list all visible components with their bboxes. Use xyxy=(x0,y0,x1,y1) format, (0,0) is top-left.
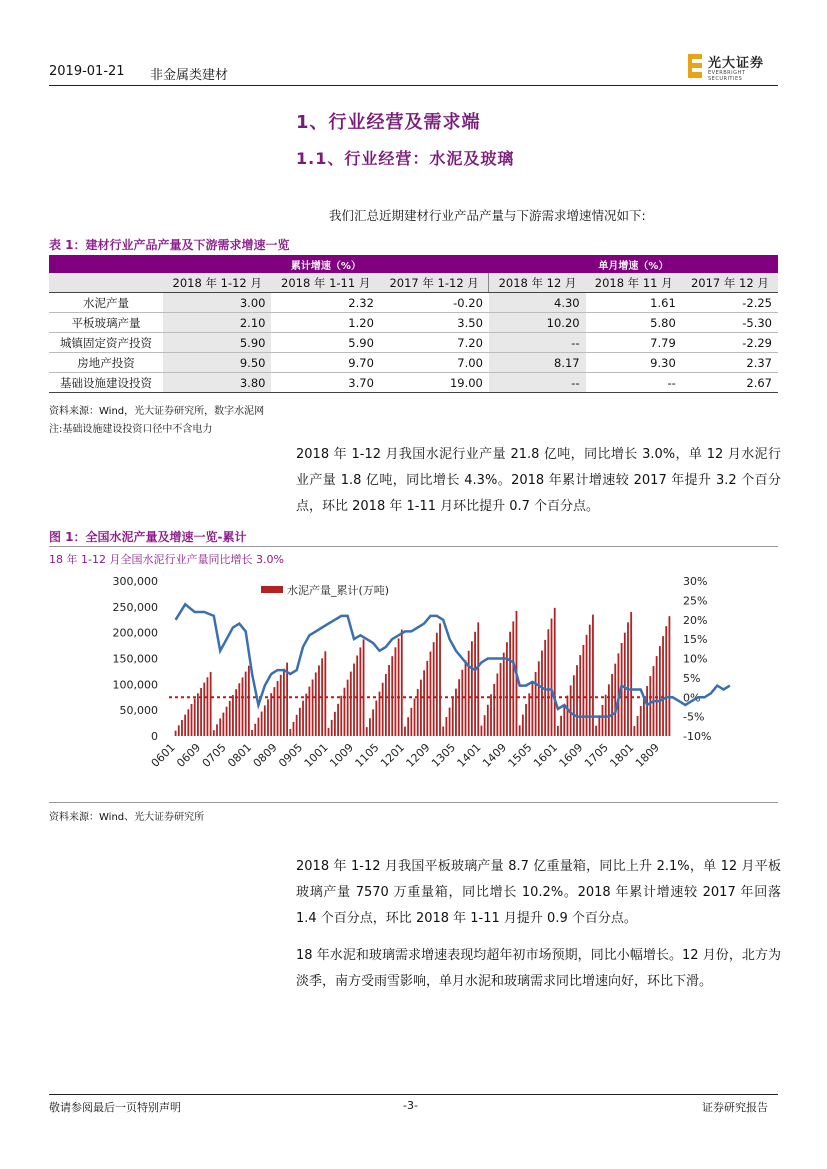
output-bar xyxy=(340,696,342,736)
table-row xyxy=(49,313,778,333)
output-bar xyxy=(369,718,371,736)
output-bar xyxy=(662,636,664,736)
output-bar xyxy=(436,633,438,736)
output-bar xyxy=(296,715,298,736)
cell: 2.10 xyxy=(163,313,271,333)
cell: -0.20 xyxy=(380,293,489,313)
output-bar xyxy=(471,641,473,736)
output-bar xyxy=(430,652,432,736)
output-bar xyxy=(468,651,470,736)
right-tick-label: 15% xyxy=(683,633,708,647)
cell: -- xyxy=(489,373,586,393)
output-bar xyxy=(455,689,457,736)
output-bar xyxy=(582,645,584,736)
output-bar xyxy=(280,675,282,736)
output-bar xyxy=(640,706,642,736)
row-label: 平板玻璃产量 xyxy=(49,313,163,333)
output-bar xyxy=(627,622,629,736)
output-bar xyxy=(598,715,600,736)
col-header: 2017 年 1-12 月 xyxy=(380,273,489,293)
output-bar xyxy=(528,693,530,736)
output-bar xyxy=(251,730,253,736)
cell: 5.90 xyxy=(163,333,271,353)
cell: 10.20 xyxy=(489,313,586,333)
output-bar xyxy=(458,679,460,736)
output-bar xyxy=(315,672,317,736)
table-row xyxy=(49,333,778,353)
x-tick-label: 1001 xyxy=(301,740,331,770)
output-bar xyxy=(309,687,311,736)
output-bar xyxy=(385,674,387,736)
output-bar xyxy=(589,625,591,736)
output-bar xyxy=(238,683,240,736)
output-bar xyxy=(270,693,272,736)
output-bar xyxy=(646,686,648,736)
right-tick-label: 20% xyxy=(683,613,708,627)
output-bar xyxy=(187,709,189,736)
table-row xyxy=(49,353,778,373)
output-bar xyxy=(404,727,406,736)
group-header-monthly: 单月增速（%） xyxy=(489,255,778,273)
legend-label: 水泥产量_累计(万吨) xyxy=(287,584,390,597)
cell: 1.20 xyxy=(271,313,379,333)
cell: 19.00 xyxy=(380,373,489,393)
output-bar xyxy=(407,717,409,736)
output-bar xyxy=(363,639,365,736)
cell: 7.20 xyxy=(380,333,489,353)
left-tick-label: 150,000 xyxy=(112,652,158,666)
x-tick-label: 1009 xyxy=(327,740,357,770)
output-bar xyxy=(665,626,667,736)
right-tick-label: 0% xyxy=(683,691,701,705)
output-bar xyxy=(630,612,632,736)
output-bar xyxy=(487,705,489,736)
output-bar xyxy=(273,687,275,736)
output-bar xyxy=(602,705,604,736)
output-bar xyxy=(401,630,403,736)
legend-swatch xyxy=(261,586,283,593)
left-tick-label: 200,000 xyxy=(112,626,158,640)
col-header: 2018 年 12 月 xyxy=(489,273,586,293)
output-bar xyxy=(277,681,279,736)
output-bar xyxy=(267,699,269,736)
output-bar xyxy=(395,647,397,736)
cell: 5.80 xyxy=(586,313,682,333)
page-number: -3- xyxy=(403,1099,418,1112)
output-bar xyxy=(633,726,635,736)
output-bar xyxy=(337,704,339,736)
output-bar xyxy=(547,629,549,736)
paragraph-summary: 18 年水泥和玻璃需求增速表现均超年初市场预期，同比小幅增长。12 月份，北方为淡季，南方受雨雪影响，单月水泥和玻璃需求同比增速向好，环比下滑。 xyxy=(296,948,781,989)
figure-subtitle: 18 年 1-12 月全国水泥行业产量同比增长 3.0% xyxy=(49,553,284,566)
output-bar xyxy=(481,726,483,736)
cell: 2.67 xyxy=(682,373,778,393)
left-tick-label: 250,000 xyxy=(112,600,158,614)
output-bar xyxy=(423,670,425,736)
output-bar xyxy=(551,619,553,736)
output-bar xyxy=(359,647,361,736)
row-label: 房地产投资 xyxy=(49,353,163,373)
output-bar xyxy=(216,724,218,736)
output-bar xyxy=(560,716,562,736)
output-bar xyxy=(194,699,196,736)
subsection-title: 1.1、行业经营：水泥及玻璃 xyxy=(296,149,515,168)
footer-report-type: 证券研究报告 xyxy=(702,1101,768,1114)
x-tick-label: 0905 xyxy=(276,740,306,770)
footer-disclaimer: 敬请参阅最后一页特别声明 xyxy=(49,1101,181,1114)
output-bar xyxy=(334,712,336,736)
cell: -- xyxy=(489,333,586,353)
output-bar xyxy=(586,635,588,736)
output-bar xyxy=(353,664,355,736)
output-bar xyxy=(229,701,231,736)
output-bar xyxy=(261,712,263,736)
cement-chart xyxy=(49,571,778,799)
output-bar xyxy=(344,688,346,736)
output-bar xyxy=(532,683,534,736)
x-tick-label: 1305 xyxy=(429,740,459,770)
left-tick-label: 300,000 xyxy=(112,575,158,588)
table-corner xyxy=(49,255,163,273)
right-tick-label: -10% xyxy=(683,730,712,743)
output-bar xyxy=(382,683,384,736)
cell: 2.32 xyxy=(271,293,379,313)
intro-text: 我们汇总近期建材行业产品产量与下游需求增速情况如下: xyxy=(329,208,646,223)
output-bar xyxy=(203,683,205,736)
section-title: 1、行业经营及需求端 xyxy=(296,112,481,133)
output-bar xyxy=(506,642,508,736)
output-bar xyxy=(649,676,651,736)
right-tick-label: 25% xyxy=(683,594,708,608)
table-note: 注:基础设施建设投资口径中不含电力 xyxy=(49,424,213,435)
output-bar xyxy=(449,708,451,736)
output-bar xyxy=(420,680,422,736)
table-row xyxy=(49,293,778,313)
cell: 9.50 xyxy=(163,353,271,373)
cell: 3.80 xyxy=(163,373,271,393)
output-bar xyxy=(200,688,202,736)
output-bar xyxy=(318,665,320,736)
output-bar xyxy=(541,651,543,736)
table-source: 资料来源：Wind，光大证券研究所，数字水泥网 xyxy=(49,406,265,417)
growth-table xyxy=(49,255,778,393)
output-bar xyxy=(656,656,658,736)
output-bar xyxy=(258,718,260,736)
output-bar xyxy=(605,695,607,736)
cell: 3.00 xyxy=(163,293,271,313)
output-bar xyxy=(538,661,540,736)
col-header: 2018 年 11 月 xyxy=(586,273,682,293)
cell: 2.37 xyxy=(682,353,778,373)
x-tick-label: 1809 xyxy=(632,740,662,770)
output-bar xyxy=(372,709,374,736)
figure-source-rule xyxy=(49,802,778,803)
cell: -- xyxy=(586,373,682,393)
cell: -2.25 xyxy=(682,293,778,313)
output-bar xyxy=(328,728,330,736)
figure-title: 图 1：全国水泥产量及增速一览-累计 xyxy=(49,530,247,544)
output-bar xyxy=(452,698,454,736)
left-tick-label: 0 xyxy=(151,730,158,743)
x-tick-label: 1705 xyxy=(582,740,611,770)
output-bar xyxy=(388,665,390,736)
output-bar xyxy=(391,656,393,736)
output-bar xyxy=(410,708,412,736)
paragraph-cement: 2018 年 1-12 月我国水泥行业产量 21.8 亿吨，同比增长 3.0%，单 12 月水泥行业产量 1.8 亿吨，同比增长 4.3%。2018 年累计增速较 2017 年提升 3.2 个百分点，环比 2018 年 1-11 月环比提升 0.7 个百分点。 xyxy=(296,447,781,514)
output-bar xyxy=(175,731,177,736)
right-tick-label: 10% xyxy=(683,652,708,666)
x-tick-label: 0609 xyxy=(174,740,204,770)
cell: 7.79 xyxy=(586,333,682,353)
table-corner-sub xyxy=(49,273,163,293)
output-bar xyxy=(669,616,671,736)
x-tick-label: 1401 xyxy=(454,740,484,770)
output-bar xyxy=(178,725,180,736)
col-header: 2017 年 12 月 xyxy=(682,273,778,293)
cell: 3.50 xyxy=(380,313,489,333)
output-bar xyxy=(219,718,221,736)
output-bar xyxy=(461,670,463,736)
header-rule xyxy=(49,85,778,86)
cell: 5.90 xyxy=(271,333,379,353)
output-bar xyxy=(324,651,326,736)
output-bar xyxy=(207,677,209,736)
output-bar xyxy=(426,661,428,736)
output-bar xyxy=(398,638,400,736)
right-tick-label: 5% xyxy=(683,671,701,685)
left-tick-label: 100,000 xyxy=(112,678,158,692)
figure-rule xyxy=(49,546,778,547)
output-bar xyxy=(417,689,419,736)
row-label: 城镇固定资产投资 xyxy=(49,333,163,353)
output-bar xyxy=(242,677,244,736)
x-tick-label: 1801 xyxy=(607,740,637,770)
output-bar xyxy=(302,701,304,736)
logo-mark-icon xyxy=(688,54,702,78)
x-tick-label: 1505 xyxy=(505,740,535,770)
logo-cn: 光大证券 xyxy=(708,56,765,71)
output-bar xyxy=(484,715,486,736)
output-bar xyxy=(500,663,502,736)
cell: -5.30 xyxy=(682,313,778,333)
x-tick-label: 1201 xyxy=(378,740,408,770)
output-bar xyxy=(197,693,199,736)
output-bar xyxy=(184,715,186,736)
output-bar xyxy=(226,707,228,736)
output-bar xyxy=(477,622,479,736)
col-header: 2018 年 1-12 月 xyxy=(163,273,271,293)
output-bar xyxy=(264,705,266,736)
group-header-cumulative: 累计增速（%） xyxy=(163,255,489,273)
output-bar xyxy=(347,680,349,736)
x-tick-label: 1609 xyxy=(556,740,586,770)
output-bar xyxy=(624,633,626,736)
cell: 3.70 xyxy=(271,373,379,393)
output-bar xyxy=(493,684,495,736)
output-bar xyxy=(442,727,444,736)
row-label: 基础设施建设投资 xyxy=(49,373,163,393)
output-bar xyxy=(503,653,505,736)
output-bar xyxy=(659,646,661,736)
output-bar xyxy=(366,727,368,736)
cell: 9.70 xyxy=(271,353,379,373)
right-tick-label: 30% xyxy=(683,575,708,588)
output-bar xyxy=(414,698,416,736)
output-bar xyxy=(379,692,381,736)
output-bar xyxy=(490,694,492,736)
cell: 9.30 xyxy=(586,353,682,373)
everbright-logo xyxy=(688,50,778,82)
x-tick-label: 1409 xyxy=(480,740,510,770)
output-bar xyxy=(445,717,447,736)
output-bar xyxy=(433,642,435,736)
x-tick-label: 0801 xyxy=(225,740,255,770)
output-bar xyxy=(567,696,569,736)
output-bar xyxy=(254,724,256,736)
output-bar xyxy=(614,664,616,736)
output-bar xyxy=(474,632,476,736)
output-bar xyxy=(283,669,285,736)
output-bar xyxy=(232,695,234,736)
output-bar xyxy=(210,672,212,736)
output-bar xyxy=(305,694,307,736)
output-bar xyxy=(375,701,377,736)
output-bar xyxy=(519,725,521,736)
output-bar xyxy=(579,655,581,736)
output-bar xyxy=(563,706,565,736)
logo-en: EVERBRIGHT SECURITIES xyxy=(708,70,746,82)
row-label: 水泥产量 xyxy=(49,293,163,313)
output-bar xyxy=(312,680,314,736)
x-tick-label: 0809 xyxy=(250,740,280,770)
cell: 4.30 xyxy=(489,293,586,313)
output-bar xyxy=(557,726,559,736)
output-bar xyxy=(222,713,224,736)
output-bar xyxy=(331,720,333,736)
footer-rule xyxy=(49,1094,778,1095)
output-bar xyxy=(525,704,527,736)
output-bar xyxy=(235,689,237,736)
right-tick-label: -5% xyxy=(683,710,705,724)
report-date: 2019-01-21 xyxy=(49,64,125,79)
output-bar xyxy=(509,632,511,736)
output-bar xyxy=(522,715,524,736)
output-bar xyxy=(496,673,498,736)
output-bar xyxy=(350,672,352,736)
output-bar xyxy=(637,716,639,736)
x-tick-label: 1105 xyxy=(352,740,382,770)
output-bar xyxy=(248,666,250,736)
output-bar xyxy=(573,675,575,736)
output-bar xyxy=(608,684,610,736)
left-tick-label: 50,000 xyxy=(119,704,158,718)
x-tick-label: 1209 xyxy=(403,740,433,770)
col-header: 2018 年 1-11 月 xyxy=(271,273,379,293)
table-title: 表 1：建材行业产品产量及下游需求增速一览 xyxy=(49,238,290,252)
cell: 8.17 xyxy=(489,353,586,373)
table-row xyxy=(49,373,778,393)
output-bar xyxy=(439,623,441,736)
output-bar xyxy=(611,674,613,736)
output-bar xyxy=(512,621,514,736)
cell: 1.61 xyxy=(586,293,682,313)
output-bar xyxy=(535,672,537,736)
output-bar xyxy=(554,608,556,736)
output-bar xyxy=(356,655,358,736)
report-sector: 非金属类建材 xyxy=(150,68,229,83)
output-bar xyxy=(293,722,295,736)
cell: 7.00 xyxy=(380,353,489,373)
output-bar xyxy=(191,704,193,736)
output-bar xyxy=(245,672,247,736)
output-bar xyxy=(576,665,578,736)
output-bar xyxy=(213,730,215,736)
x-tick-label: 0601 xyxy=(148,740,178,770)
paragraph-glass: 2018 年 1-12 月我国平板玻璃产量 8.7 亿重量箱，同比上升 2.1%，单 12 月平板玻璃产量 7570 万重量箱，同比增长 10.2%。2018 年累计增速较 2017 年回落 1.4 个百分点，环比 2018 年 1-11 月提升 0.9 个百分点。 xyxy=(296,859,781,926)
output-bar xyxy=(595,726,597,736)
output-bar xyxy=(299,708,301,736)
x-tick-label: 0705 xyxy=(199,740,229,770)
output-bar xyxy=(289,729,291,736)
figure-source: 资料来源：Wind、光大证券研究所 xyxy=(49,812,205,823)
output-bar xyxy=(181,720,183,736)
cell: -2.29 xyxy=(682,333,778,353)
x-tick-label: 1601 xyxy=(531,740,561,770)
